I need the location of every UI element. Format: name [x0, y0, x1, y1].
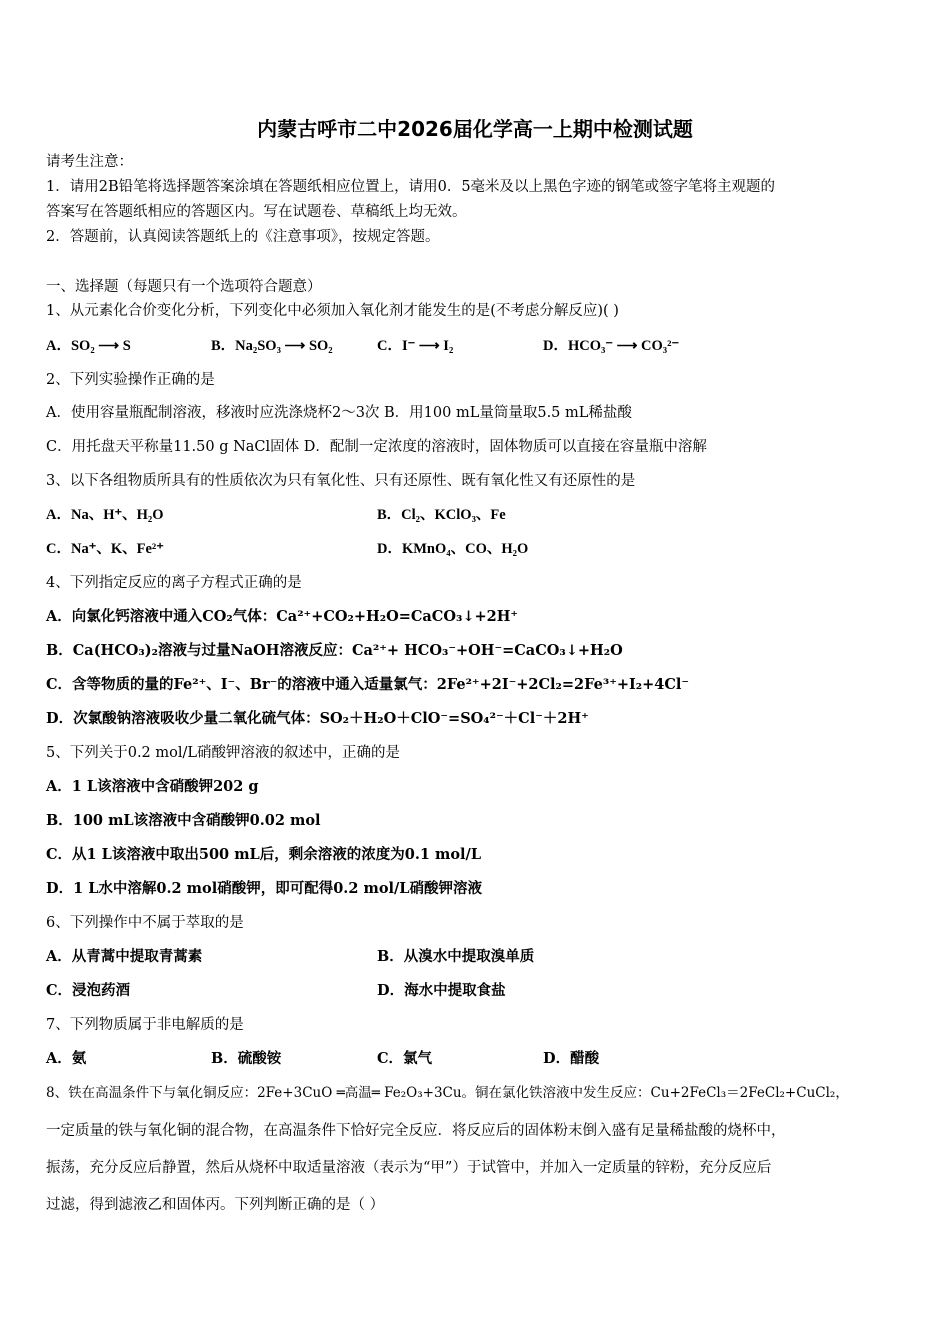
- q6-stem: 6、下列操作中不属于萃取的是: [46, 915, 244, 931]
- q3-option-a: A．Na、H⁺、H₂O: [46, 507, 164, 523]
- q4-option-b: B．Ca(HCO₃)₂溶液与过量NaOH溶液反应：Ca²⁺+ HCO₃⁻+OH⁻=CaCO₃↓+H₂O: [46, 642, 623, 659]
- q6-option-c: C．浸泡药酒: [46, 982, 131, 999]
- q5-option-a: A．1 L该溶液中含硝酸钾202 g: [46, 778, 259, 795]
- q1-option-d: D．HCO₃⁻ ⟶ CO₃²⁻: [543, 338, 680, 354]
- q6-option-a: A．从青蒿中提取青蒿素: [46, 948, 203, 965]
- section-heading: 一、选择题（每题只有一个选项符合题意）: [46, 279, 322, 295]
- q4-option-c: C．含等物质的量的Fe²⁺、I⁻、Br⁻的溶液中通入适量氯气：2Fe²⁺+2I⁻+2Cl₂=2Fe³⁺+I₂+4Cl⁻: [46, 676, 690, 693]
- exam-title: 内蒙古呼市二中2026届化学高一上期中检测试题: [257, 117, 693, 141]
- q8-line-3: 振荡，充分反应后静置，然后从烧杯中取适量溶液（表示为“甲”）于试管中，并加入一定质量的锌粉，充分反应后: [46, 1160, 772, 1176]
- q3-row-2: [46, 540, 529, 558]
- q6-row-1: [46, 948, 535, 966]
- q3-option-d: D．KMnO₄、CO、H₂O: [377, 541, 529, 557]
- q3-option-b: B．Cl₂、KClO₃、Fe: [377, 507, 506, 523]
- q5-stem: 5、下列关于0.2 mol/L硝酸钾溶液的叙述中，正确的是: [46, 745, 401, 761]
- q4-option-a: A．向氯化钙溶液中通入CO₂气体：Ca²⁺+CO₂+H₂O=CaCO₃↓+2H⁺: [46, 608, 519, 625]
- q6-row-2: [46, 982, 506, 1000]
- q1-option-b: B．Na₂SO₃ ⟶ SO₂: [211, 338, 333, 354]
- q7-option-b: B．硫酸铵: [211, 1050, 282, 1067]
- q4-option-d: D．次氯酸钠溶液吸收少量二氧化硫气体：SO₂＋H₂O＋ClO⁻=SO₄²⁻＋Cl⁻＋2H⁺: [46, 710, 589, 727]
- q7-option-a: A．氨: [46, 1050, 87, 1067]
- q8-line-1: 8、铁在高温条件下与氧化铜反应：2Fe+3CuO ═高温═ Fe₂O₃+3Cu。铜在氯化铁溶液中发生反应：Cu+2FeCl₃＝2FeCl₂+CuCl₂，: [46, 1085, 849, 1101]
- q5-option-d: D．1 L水中溶解0.2 mol硝酸钾，即可配得0.2 mol/L硝酸钾溶液: [46, 880, 482, 897]
- q5-option-c: C．从1 L该溶液中取出500 mL后，剩余溶液的浓度为0.1 mol/L: [46, 846, 482, 863]
- q1-option-a: A．SO₂ ⟶ S: [46, 338, 131, 354]
- q7-option-c: C．氯气: [377, 1050, 433, 1067]
- q7-stem: 7、下列物质属于非电解质的是: [46, 1017, 244, 1033]
- q7-options: [46, 1050, 600, 1068]
- q8-line-4: 过滤，得到滤液乙和固体丙。下列判断正确的是（ ）: [46, 1197, 385, 1213]
- q3-stem: 3、以下各组物质所具有的性质依次为只有氧化性、只有还原性、既有氧化性又有还原性的是: [46, 473, 636, 489]
- q3-option-c: C．Na⁺、K、Fe²⁺: [46, 541, 164, 557]
- q8-line-2: 一定质量的铁与氧化铜的混合物，在高温条件下恰好完全反应．将反应后的固体粉末倒入盛有足量稀盐酸的烧杯中，: [46, 1123, 786, 1139]
- notice-item-1b: 答案写在答题纸相应的答题区内。写在试题卷、草稿纸上均无效。: [46, 204, 467, 220]
- q1-options: [46, 337, 680, 355]
- q4-stem: 4、下列指定反应的离子方程式正确的是: [46, 575, 302, 591]
- q7-option-d: D．醋酸: [543, 1050, 600, 1067]
- q1-stem: 1、从元素化合价变化分析，下列变化中必须加入氧化剂才能发生的是(不考虑分解反应)( ): [46, 303, 619, 319]
- q2-stem: 2、下列实验操作正确的是: [46, 372, 215, 388]
- q1-option-c: C．I⁻ ⟶ I₂: [377, 338, 454, 354]
- q2-options-ab: A．使用容量瓶配制溶液，移液时应洗涤烧杯2～3次 B．用100 mL量筒量取5.5 mL稀盐酸: [46, 405, 632, 421]
- notice-item-1a: 1．请用2B铅笔将选择题答案涂填在答题纸相应位置上，请用0．5毫米及以上黑色字迹的钢笔或签字笔将主观题的: [46, 179, 776, 195]
- q3-row-1: [46, 506, 506, 524]
- q2-options-cd: C．用托盘天平称量11.50 g NaCl固体 D．配制一定浓度的溶液时，固体物质可以直接在容量瓶中溶解: [46, 439, 707, 455]
- notice-item-2: 2．答题前，认真阅读答题纸上的《注意事项》，按规定答题。: [46, 229, 440, 245]
- q6-option-d: D．海水中提取食盐: [377, 982, 506, 999]
- notice-heading: 请考生注意：: [46, 154, 133, 170]
- q5-option-b: B．100 mL该溶液中含硝酸钾0.02 mol: [46, 812, 321, 829]
- q6-option-b: B．从溴水中提取溴单质: [377, 948, 535, 965]
